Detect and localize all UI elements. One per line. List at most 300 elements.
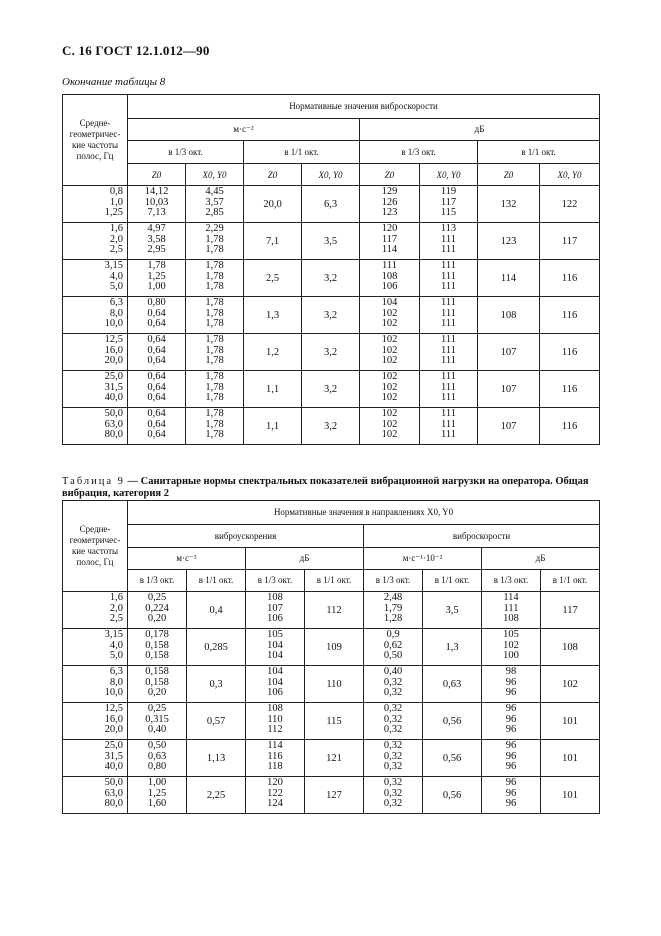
cell-value: 117 <box>381 233 398 245</box>
cell-value: 111 <box>441 408 456 419</box>
cell-value: 119 <box>440 186 457 197</box>
cell-value: 102 <box>381 381 398 393</box>
cell-value: 102 <box>381 392 398 404</box>
value-cell <box>246 629 305 666</box>
cell-value: 111 <box>441 392 456 404</box>
table-row <box>63 408 600 445</box>
value-cell <box>128 703 187 740</box>
cell-value: 1,78 <box>205 244 224 256</box>
table-9 <box>62 500 600 814</box>
unit-header: дБ <box>482 548 600 570</box>
value-cell <box>420 186 478 223</box>
cell-value: 0,64 <box>147 408 166 419</box>
value-cell <box>128 223 186 260</box>
octave-value-cell: 0,285 <box>187 629 246 666</box>
value-cell <box>186 186 244 223</box>
table-row <box>63 592 600 629</box>
freq-header: Средне- геометричес- кие частоты полос, Гц <box>63 95 128 186</box>
octave-value-cell: 6,3 <box>302 186 360 223</box>
table-row <box>63 223 600 260</box>
cell-value: 105 <box>503 629 519 640</box>
cell-value: 111 <box>441 270 456 282</box>
cell-value: 16,0 <box>104 713 123 725</box>
cell-value: 8,0 <box>109 307 123 319</box>
octave-value-cell: 107 <box>478 408 540 445</box>
octave-value-cell: 3,2 <box>302 297 360 334</box>
octave-value-cell: 3,5 <box>302 223 360 260</box>
cell-value: 129 <box>381 186 398 197</box>
cell-value: 122 <box>267 787 283 799</box>
cell-value: 126 <box>381 196 398 208</box>
cell-value: 96 <box>505 777 517 788</box>
cell-value: 102 <box>381 355 398 367</box>
value-cell <box>246 777 305 814</box>
value-cell <box>63 592 128 629</box>
value-cell <box>128 666 187 703</box>
table-row <box>63 777 600 814</box>
unit-header: м·с⁻¹·10⁻² <box>364 548 482 570</box>
value-cell <box>63 666 128 703</box>
band-header: в 1/1 окт. <box>187 570 246 592</box>
symbol-header: Z0 <box>128 164 186 186</box>
value-cell <box>420 223 478 260</box>
cell-value: 104 <box>267 676 283 688</box>
cell-value: 40,0 <box>104 761 123 773</box>
cell-value: 112 <box>267 724 283 736</box>
value-cell <box>364 703 423 740</box>
cell-value: 10,0 <box>104 687 123 699</box>
table-row <box>63 334 600 371</box>
cell-value: 4,97 <box>147 223 166 234</box>
cell-value: 0,64 <box>147 418 166 430</box>
cell-value: 0,25 <box>147 703 167 714</box>
cell-value: 102 <box>381 334 398 345</box>
cell-value: 113 <box>440 223 457 234</box>
cell-value: 1,78 <box>205 355 224 367</box>
cell-value: 0,64 <box>147 344 166 356</box>
cell-value: 118 <box>267 761 283 773</box>
cell-value: 1,78 <box>205 281 224 293</box>
cell-value: 25,0 <box>104 740 123 751</box>
octave-value-cell: 2,5 <box>244 260 302 297</box>
octave-value-cell: 107 <box>478 334 540 371</box>
cell-value: 96 <box>505 676 517 688</box>
cell-value: 1,78 <box>205 233 224 245</box>
cell-value: 111 <box>441 297 456 308</box>
value-cell <box>128 629 187 666</box>
octave-value-cell: 1,3 <box>244 297 302 334</box>
value-cell <box>482 592 541 629</box>
cell-value: 111 <box>441 418 456 430</box>
value-cell <box>186 297 244 334</box>
octave-value-cell: 7,1 <box>244 223 302 260</box>
cell-value: 96 <box>505 798 517 810</box>
octave-value-cell: 3,2 <box>302 334 360 371</box>
value-cell <box>186 260 244 297</box>
cell-value: 116 <box>267 750 283 762</box>
cell-value: 3,58 <box>147 233 166 245</box>
value-cell <box>128 334 186 371</box>
cell-value: 96 <box>505 713 517 725</box>
value-cell <box>364 777 423 814</box>
cell-value: 50,0 <box>104 777 123 788</box>
cell-value: 80,0 <box>104 429 123 441</box>
symbol-header: X0, Y0 <box>302 164 360 186</box>
cell-value: 0,64 <box>147 307 166 319</box>
cell-value: 10,0 <box>104 318 123 330</box>
cell-value: 3,15 <box>104 260 123 271</box>
value-cell <box>63 334 128 371</box>
band-header: в 1/3 окт. <box>364 570 423 592</box>
cell-value: 0,32 <box>383 787 403 799</box>
octave-value-cell: 116 <box>540 334 600 371</box>
cell-value: 104 <box>267 666 283 677</box>
cell-value: 0,32 <box>383 713 403 725</box>
cell-value: 0,224 <box>145 602 169 614</box>
cell-value: 0,158 <box>145 650 169 662</box>
top-header: Нормативные значения в направлениях X0, Y0 <box>128 501 600 525</box>
cell-value: 2,0 <box>109 602 123 614</box>
symbol-header: Z0 <box>244 164 302 186</box>
cell-value: 108 <box>267 592 283 603</box>
cell-value: 0,50 <box>147 740 167 751</box>
table-row <box>63 703 600 740</box>
cell-value: 117 <box>440 196 457 208</box>
value-cell <box>482 703 541 740</box>
cell-value: 0,32 <box>383 676 403 688</box>
unit-header: дБ <box>246 548 364 570</box>
octave-value-cell: 1,3 <box>423 629 482 666</box>
value-cell <box>63 297 128 334</box>
cell-value: 106 <box>267 687 283 699</box>
cell-value: 111 <box>441 318 456 330</box>
cell-value: 0,40 <box>147 724 167 736</box>
octave-value-cell: 1,1 <box>244 408 302 445</box>
octave-value-cell: 3,2 <box>302 260 360 297</box>
cell-value: 102 <box>381 344 398 356</box>
value-cell <box>246 703 305 740</box>
cell-value: 8,0 <box>109 676 123 688</box>
value-cell <box>420 260 478 297</box>
octave-value-cell: 116 <box>540 260 600 297</box>
value-cell <box>128 740 187 777</box>
cell-value: 0,32 <box>383 724 403 736</box>
octave-value-cell: 101 <box>541 777 600 814</box>
cell-value: 108 <box>267 703 283 714</box>
cell-value: 1,78 <box>205 260 224 271</box>
cell-value: 102 <box>381 418 398 430</box>
value-cell <box>420 371 478 408</box>
top-header: Нормативные значения виброскорости <box>128 95 600 119</box>
value-cell <box>246 666 305 703</box>
cell-value: 12,5 <box>104 703 123 714</box>
octave-value-cell: 117 <box>540 223 600 260</box>
table8-caption: Окончание таблицы 8 <box>62 76 166 88</box>
cell-value: 111 <box>441 334 456 345</box>
cell-value: 63,0 <box>104 787 123 799</box>
band-header: в 1/1 окт. <box>478 141 600 164</box>
cell-value: 98 <box>505 666 517 677</box>
cell-value: 0,64 <box>147 429 166 441</box>
cell-value: 111 <box>441 429 456 441</box>
cell-value: 100 <box>503 650 519 662</box>
cell-value: 2,0 <box>109 233 123 245</box>
table-row <box>63 371 600 408</box>
octave-value-cell: 116 <box>540 408 600 445</box>
octave-value-cell: 132 <box>478 186 540 223</box>
cell-value: 1,00 <box>147 281 166 293</box>
value-cell <box>186 408 244 445</box>
value-cell <box>360 297 420 334</box>
cell-value: 102 <box>503 639 519 651</box>
cell-value: 7,13 <box>147 207 166 219</box>
value-cell <box>364 592 423 629</box>
octave-value-cell: 0,56 <box>423 777 482 814</box>
cell-value: 31,5 <box>104 381 123 393</box>
octave-value-cell: 0,56 <box>423 740 482 777</box>
cell-value: 0,32 <box>383 750 403 762</box>
octave-value-cell: 3,2 <box>302 408 360 445</box>
octave-value-cell: 0,4 <box>187 592 246 629</box>
cell-value: 0,64 <box>147 392 166 404</box>
cell-value: 111 <box>441 307 456 319</box>
cell-value: 2,5 <box>109 613 123 625</box>
cell-value: 2,48 <box>383 592 403 603</box>
octave-value-cell: 101 <box>541 740 600 777</box>
cell-value: 0,64 <box>147 371 166 382</box>
cell-value: 2,95 <box>147 244 166 256</box>
cell-value: 16,0 <box>104 344 123 356</box>
cell-value: 114 <box>503 592 519 603</box>
cell-value: 1,78 <box>205 408 224 419</box>
cell-value: 0,40 <box>383 666 403 677</box>
cell-value: 111 <box>441 260 456 271</box>
cell-value: 4,0 <box>109 639 123 651</box>
band-header: в 1/3 окт. <box>360 141 478 164</box>
unit-header: м·с⁻² <box>128 548 246 570</box>
octave-value-cell: 127 <box>305 777 364 814</box>
cell-value: 0,20 <box>147 613 167 625</box>
cell-value: 2,29 <box>205 223 224 234</box>
value-cell <box>246 740 305 777</box>
cell-value: 50,0 <box>104 408 123 419</box>
value-cell <box>128 408 186 445</box>
cell-value: 1,25 <box>147 787 167 799</box>
table9-body <box>63 592 600 814</box>
value-cell <box>482 740 541 777</box>
cell-value: 96 <box>505 787 517 799</box>
cell-value: 0,63 <box>147 750 167 762</box>
cell-value: 96 <box>505 740 517 751</box>
cell-value: 0,64 <box>147 318 166 330</box>
value-cell <box>128 371 186 408</box>
table9-caption-lead: Таблица 9 <box>62 476 125 487</box>
cell-value: 111 <box>441 371 456 382</box>
cell-value: 111 <box>503 602 519 614</box>
cell-value: 115 <box>440 207 457 219</box>
symbol-header: X0, Y0 <box>186 164 244 186</box>
cell-value: 1,78 <box>205 418 224 430</box>
band-header: в 1/3 окт. <box>246 570 305 592</box>
cell-value: 2,85 <box>205 207 224 219</box>
cell-value: 104 <box>267 639 283 651</box>
cell-value: 96 <box>505 687 517 699</box>
cell-value: 0,32 <box>383 761 403 773</box>
cell-value: 1,25 <box>104 207 123 219</box>
cell-value: 0,9 <box>386 629 400 640</box>
cell-value: 4,0 <box>109 270 123 282</box>
cell-value: 0,80 <box>147 761 167 773</box>
cell-value: 102 <box>381 371 398 382</box>
value-cell <box>360 334 420 371</box>
value-cell <box>128 592 187 629</box>
cell-value: 111 <box>441 244 456 256</box>
cell-value: 96 <box>505 761 517 773</box>
value-cell <box>186 371 244 408</box>
table-row <box>63 297 600 334</box>
value-cell <box>482 777 541 814</box>
cell-value: 102 <box>381 429 398 441</box>
cell-value: 20,0 <box>104 724 123 736</box>
octave-value-cell: 2,25 <box>187 777 246 814</box>
cell-value: 25,0 <box>104 371 123 382</box>
cell-value: 1,0 <box>109 196 123 208</box>
cell-value: 1,78 <box>205 297 224 308</box>
cell-value: 1,78 <box>205 334 224 345</box>
value-cell <box>128 260 186 297</box>
octave-value-cell: 3,2 <box>302 371 360 408</box>
cell-value: 96 <box>505 724 517 736</box>
value-cell <box>360 186 420 223</box>
value-cell <box>63 777 128 814</box>
octave-value-cell: 112 <box>305 592 364 629</box>
value-cell <box>246 592 305 629</box>
cell-value: 102 <box>381 318 398 330</box>
cell-value: 102 <box>381 408 398 419</box>
value-cell <box>482 629 541 666</box>
band-header: в 1/1 окт. <box>541 570 600 592</box>
cell-value: 106 <box>267 613 283 625</box>
cell-value: 106 <box>381 281 398 293</box>
cell-value: 0,64 <box>147 334 166 345</box>
cell-value: 1,78 <box>205 307 224 319</box>
symbol-header: X0, Y0 <box>540 164 600 186</box>
cell-value: 0,50 <box>383 650 403 662</box>
cell-value: 0,158 <box>145 676 169 688</box>
cell-value: 4,45 <box>205 186 224 197</box>
cell-value: 14,12 <box>144 186 169 197</box>
table-row <box>63 740 600 777</box>
cell-value: 0,64 <box>147 381 166 393</box>
cell-value: 6,3 <box>109 666 123 677</box>
cell-value: 80,0 <box>104 798 123 810</box>
octave-value-cell: 114 <box>478 260 540 297</box>
octave-value-cell: 116 <box>540 371 600 408</box>
value-cell <box>128 777 187 814</box>
cell-value: 0,178 <box>145 629 169 640</box>
octave-value-cell: 123 <box>478 223 540 260</box>
value-cell <box>186 223 244 260</box>
value-cell <box>420 334 478 371</box>
cell-value: 96 <box>505 703 517 714</box>
cell-value: 1,00 <box>147 777 167 788</box>
cell-value: 0,20 <box>147 687 167 699</box>
cell-value: 1,78 <box>205 392 224 404</box>
octave-value-cell: 0,63 <box>423 666 482 703</box>
value-cell <box>364 629 423 666</box>
value-cell <box>360 408 420 445</box>
cell-value: 114 <box>267 740 283 751</box>
cell-value: 1,78 <box>205 429 224 441</box>
unit-header: м·с⁻² <box>128 119 360 141</box>
value-cell <box>63 740 128 777</box>
octave-value-cell: 1,1 <box>244 371 302 408</box>
value-cell <box>128 297 186 334</box>
cell-value: 0,32 <box>383 777 403 788</box>
value-cell <box>63 186 128 223</box>
value-cell <box>364 740 423 777</box>
octave-value-cell: 107 <box>478 371 540 408</box>
cell-value: 20,0 <box>104 355 123 367</box>
octave-value-cell: 122 <box>540 186 600 223</box>
symbol-header: Z0 <box>478 164 540 186</box>
cell-value: 0,8 <box>109 186 123 197</box>
cell-value: 10,03 <box>144 196 169 208</box>
table9-caption <box>62 476 602 500</box>
table-row <box>63 186 600 223</box>
cell-value: 102 <box>381 307 398 319</box>
octave-value-cell: 115 <box>305 703 364 740</box>
band-header: в 1/1 окт. <box>244 141 360 164</box>
cell-value: 120 <box>267 777 283 788</box>
table8-body <box>63 186 600 445</box>
value-cell <box>63 408 128 445</box>
cell-value: 1,78 <box>205 381 224 393</box>
octave-value-cell: 108 <box>478 297 540 334</box>
cell-value: 12,5 <box>104 334 123 345</box>
octave-value-cell: 0,3 <box>187 666 246 703</box>
value-cell <box>360 223 420 260</box>
value-cell <box>420 297 478 334</box>
octave-value-cell: 3,5 <box>423 592 482 629</box>
symbol-header: X0, Y0 <box>420 164 478 186</box>
unit-header: дБ <box>360 119 600 141</box>
band-header: в 1/1 окт. <box>423 570 482 592</box>
cell-value: 111 <box>441 381 456 393</box>
value-cell <box>128 186 186 223</box>
cell-value: 104 <box>381 297 398 308</box>
cell-value: 0,158 <box>145 639 169 651</box>
cell-value: 5,0 <box>109 281 123 293</box>
value-cell <box>63 260 128 297</box>
cell-value: 0,32 <box>383 703 403 714</box>
cell-value: 1,6 <box>109 223 123 234</box>
value-cell <box>360 371 420 408</box>
quantity-header: виброускорения <box>128 525 364 548</box>
octave-value-cell: 117 <box>541 592 600 629</box>
cell-value: 111 <box>441 281 456 293</box>
cell-value: 0,315 <box>145 713 169 725</box>
value-cell <box>63 371 128 408</box>
cell-value: 108 <box>381 270 398 282</box>
cell-value: 0,64 <box>147 355 166 367</box>
cell-value: 0,80 <box>147 297 166 308</box>
cell-value: 1,78 <box>205 270 224 282</box>
cell-value: 0,32 <box>383 798 403 810</box>
band-header: в 1/3 окт. <box>482 570 541 592</box>
octave-value-cell: 101 <box>541 703 600 740</box>
octave-value-cell: 110 <box>305 666 364 703</box>
